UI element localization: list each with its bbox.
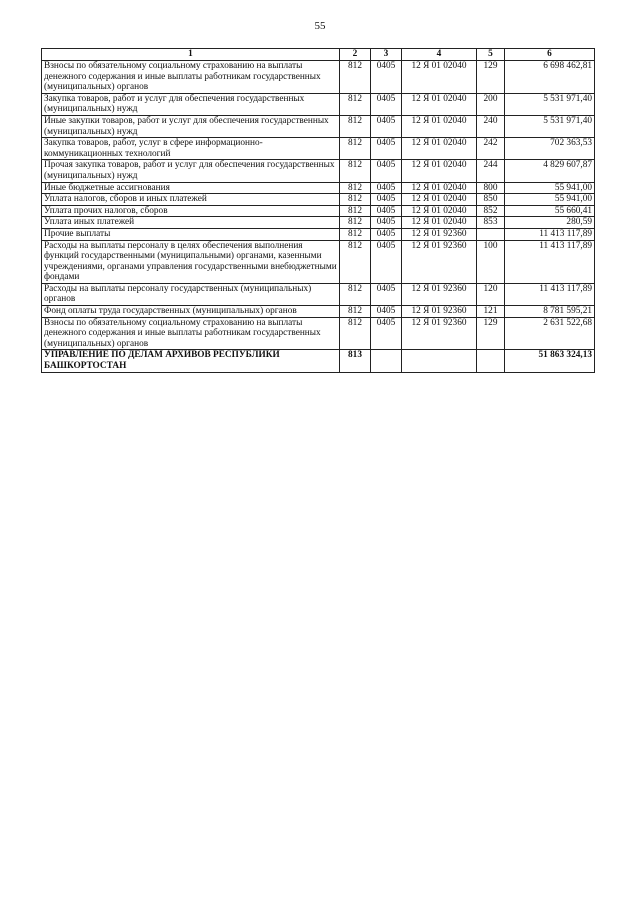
row-amount-cell: 55 660,41 xyxy=(505,205,595,217)
row-admin-code-cell: 812 xyxy=(340,182,371,194)
table-row xyxy=(42,115,595,137)
row-expense-type-cell: 121 xyxy=(477,306,505,318)
row-target-article-cell: 12 Я 01 02040 xyxy=(402,93,477,115)
row-target-article-cell: 12 Я 01 02040 xyxy=(402,194,477,206)
row-amount-cell: 51 863 324,13 xyxy=(505,350,595,372)
row-target-article-cell: 12 Я 01 92360 xyxy=(402,283,477,305)
row-target-article-cell: 12 Я 01 02040 xyxy=(402,205,477,217)
row-admin-code-cell: 812 xyxy=(340,138,371,160)
table-row xyxy=(42,350,595,372)
row-target-article-cell: 12 Я 01 02040 xyxy=(402,217,477,229)
row-section-code-cell: 0405 xyxy=(371,217,402,229)
row-admin-code-cell: 812 xyxy=(340,115,371,137)
row-target-article-cell: 12 Я 01 02040 xyxy=(402,115,477,137)
row-section-code-cell: 0405 xyxy=(371,306,402,318)
row-expense-type-cell: 200 xyxy=(477,93,505,115)
table-row xyxy=(42,228,595,240)
row-amount-cell: 4 829 607,87 xyxy=(505,160,595,182)
row-amount-cell: 280,59 xyxy=(505,217,595,229)
table-row xyxy=(42,182,595,194)
row-expense-type-cell xyxy=(477,350,505,372)
row-expense-type-cell: 120 xyxy=(477,283,505,305)
row-amount-cell: 55 941,00 xyxy=(505,194,595,206)
row-admin-code-cell: 812 xyxy=(340,317,371,350)
header-row xyxy=(42,49,595,61)
row-name-cell: Взносы по обязательному социальному страхованию на выплаты денежного содержания и иные выплаты работникам государственных (муниципальных) органов xyxy=(42,61,340,94)
row-name-cell: Иные закупки товаров, работ и услуг для обеспечения государственных (муниципальных) нужд xyxy=(42,115,340,137)
row-name-cell: Прочая закупка товаров, работ и услуг для обеспечения государственных (муниципальных) нужд xyxy=(42,160,340,182)
row-section-code-cell: 0405 xyxy=(371,317,402,350)
row-amount-cell: 5 531 971,40 xyxy=(505,93,595,115)
row-amount-cell: 11 413 117,89 xyxy=(505,228,595,240)
row-name-cell: Уплата иных платежей xyxy=(42,217,340,229)
row-section-code-cell: 0405 xyxy=(371,160,402,182)
table-row xyxy=(42,93,595,115)
row-expense-type-cell: 852 xyxy=(477,205,505,217)
row-name-cell: Уплата прочих налогов, сборов xyxy=(42,205,340,217)
row-target-article-cell: 12 Я 01 92360 xyxy=(402,306,477,318)
row-section-code-cell: 0405 xyxy=(371,138,402,160)
row-expense-type-cell xyxy=(477,228,505,240)
row-admin-code-cell: 813 xyxy=(340,350,371,372)
row-admin-code-cell: 812 xyxy=(340,306,371,318)
row-expense-type-cell: 240 xyxy=(477,115,505,137)
row-admin-code-cell: 812 xyxy=(340,283,371,305)
row-target-article-cell xyxy=(402,350,477,372)
row-admin-code-cell: 812 xyxy=(340,217,371,229)
row-name-cell: Иные бюджетные ассигнования xyxy=(42,182,340,194)
row-section-code-cell: 0405 xyxy=(371,283,402,305)
table-row xyxy=(42,160,595,182)
table-row xyxy=(42,306,595,318)
row-section-code-cell xyxy=(371,350,402,372)
header-col-4: 4 xyxy=(402,49,477,61)
row-admin-code-cell: 812 xyxy=(340,194,371,206)
row-expense-type-cell: 129 xyxy=(477,317,505,350)
row-amount-cell: 11 413 117,89 xyxy=(505,283,595,305)
header-col-2: 2 xyxy=(340,49,371,61)
row-admin-code-cell: 812 xyxy=(340,93,371,115)
row-amount-cell: 2 631 522,68 xyxy=(505,317,595,350)
table-row xyxy=(42,61,595,94)
table-row xyxy=(42,217,595,229)
row-section-code-cell: 0405 xyxy=(371,205,402,217)
row-target-article-cell: 12 Я 01 02040 xyxy=(402,138,477,160)
row-expense-type-cell: 853 xyxy=(477,217,505,229)
row-amount-cell: 55 941,00 xyxy=(505,182,595,194)
row-section-code-cell: 0405 xyxy=(371,61,402,94)
row-target-article-cell: 12 Я 01 02040 xyxy=(402,182,477,194)
table-row xyxy=(42,240,595,283)
row-name-cell: УПРАВЛЕНИЕ ПО ДЕЛАМ АРХИВОВ РЕСПУБЛИКИ БАШКОРТОСТАН xyxy=(42,350,340,372)
row-expense-type-cell: 100 xyxy=(477,240,505,283)
table-row xyxy=(42,194,595,206)
row-name-cell: Закупка товаров, работ, услуг в сфере информационно-коммуникационных технологий xyxy=(42,138,340,160)
row-name-cell: Расходы на выплаты персоналу государственных (муниципальных) органов xyxy=(42,283,340,305)
row-amount-cell: 11 413 117,89 xyxy=(505,240,595,283)
row-amount-cell: 8 781 595,21 xyxy=(505,306,595,318)
table-row xyxy=(42,205,595,217)
table-row xyxy=(42,317,595,350)
row-admin-code-cell: 812 xyxy=(340,160,371,182)
row-expense-type-cell: 129 xyxy=(477,61,505,94)
row-target-article-cell: 12 Я 01 92360 xyxy=(402,317,477,350)
row-name-cell: Закупка товаров, работ и услуг для обеспечения государственных (муниципальных) нужд xyxy=(42,93,340,115)
row-expense-type-cell: 800 xyxy=(477,182,505,194)
row-name-cell: Прочие выплаты xyxy=(42,228,340,240)
row-admin-code-cell: 812 xyxy=(340,240,371,283)
budget-table xyxy=(41,48,595,373)
table-body xyxy=(42,61,595,373)
header-col-1: 1 xyxy=(42,49,340,61)
row-target-article-cell: 12 Я 01 02040 xyxy=(402,61,477,94)
row-amount-cell: 702 363,53 xyxy=(505,138,595,160)
row-amount-cell: 5 531 971,40 xyxy=(505,115,595,137)
row-expense-type-cell: 244 xyxy=(477,160,505,182)
row-admin-code-cell: 812 xyxy=(340,205,371,217)
header-col-5: 5 xyxy=(477,49,505,61)
row-name-cell: Фонд оплаты труда государственных (муниципальных) органов xyxy=(42,306,340,318)
row-admin-code-cell: 812 xyxy=(340,61,371,94)
page-number: 55 xyxy=(314,20,326,32)
table-row xyxy=(42,138,595,160)
row-admin-code-cell: 812 xyxy=(340,228,371,240)
row-target-article-cell: 12 Я 01 92360 xyxy=(402,240,477,283)
row-target-article-cell: 12 Я 01 02040 xyxy=(402,160,477,182)
header-col-6: 6 xyxy=(505,49,595,61)
row-section-code-cell: 0405 xyxy=(371,194,402,206)
row-section-code-cell: 0405 xyxy=(371,93,402,115)
table-row xyxy=(42,283,595,305)
row-expense-type-cell: 850 xyxy=(477,194,505,206)
row-section-code-cell: 0405 xyxy=(371,115,402,137)
row-section-code-cell: 0405 xyxy=(371,182,402,194)
row-name-cell: Уплата налогов, сборов и иных платежей xyxy=(42,194,340,206)
row-name-cell: Взносы по обязательному социальному страхованию на выплаты денежного содержания и иные выплаты работникам государственных (муниципальных) органов xyxy=(42,317,340,350)
row-section-code-cell: 0405 xyxy=(371,240,402,283)
header-col-3: 3 xyxy=(371,49,402,61)
row-section-code-cell: 0405 xyxy=(371,228,402,240)
row-expense-type-cell: 242 xyxy=(477,138,505,160)
row-amount-cell: 6 698 462,81 xyxy=(505,61,595,94)
row-target-article-cell: 12 Я 01 92360 xyxy=(402,228,477,240)
row-name-cell: Расходы на выплаты персоналу в целях обеспечения выполнения функций государственными (муниципальными) органами, казенными учреждениями, органами управления государственными внебюджетными фондами xyxy=(42,240,340,283)
